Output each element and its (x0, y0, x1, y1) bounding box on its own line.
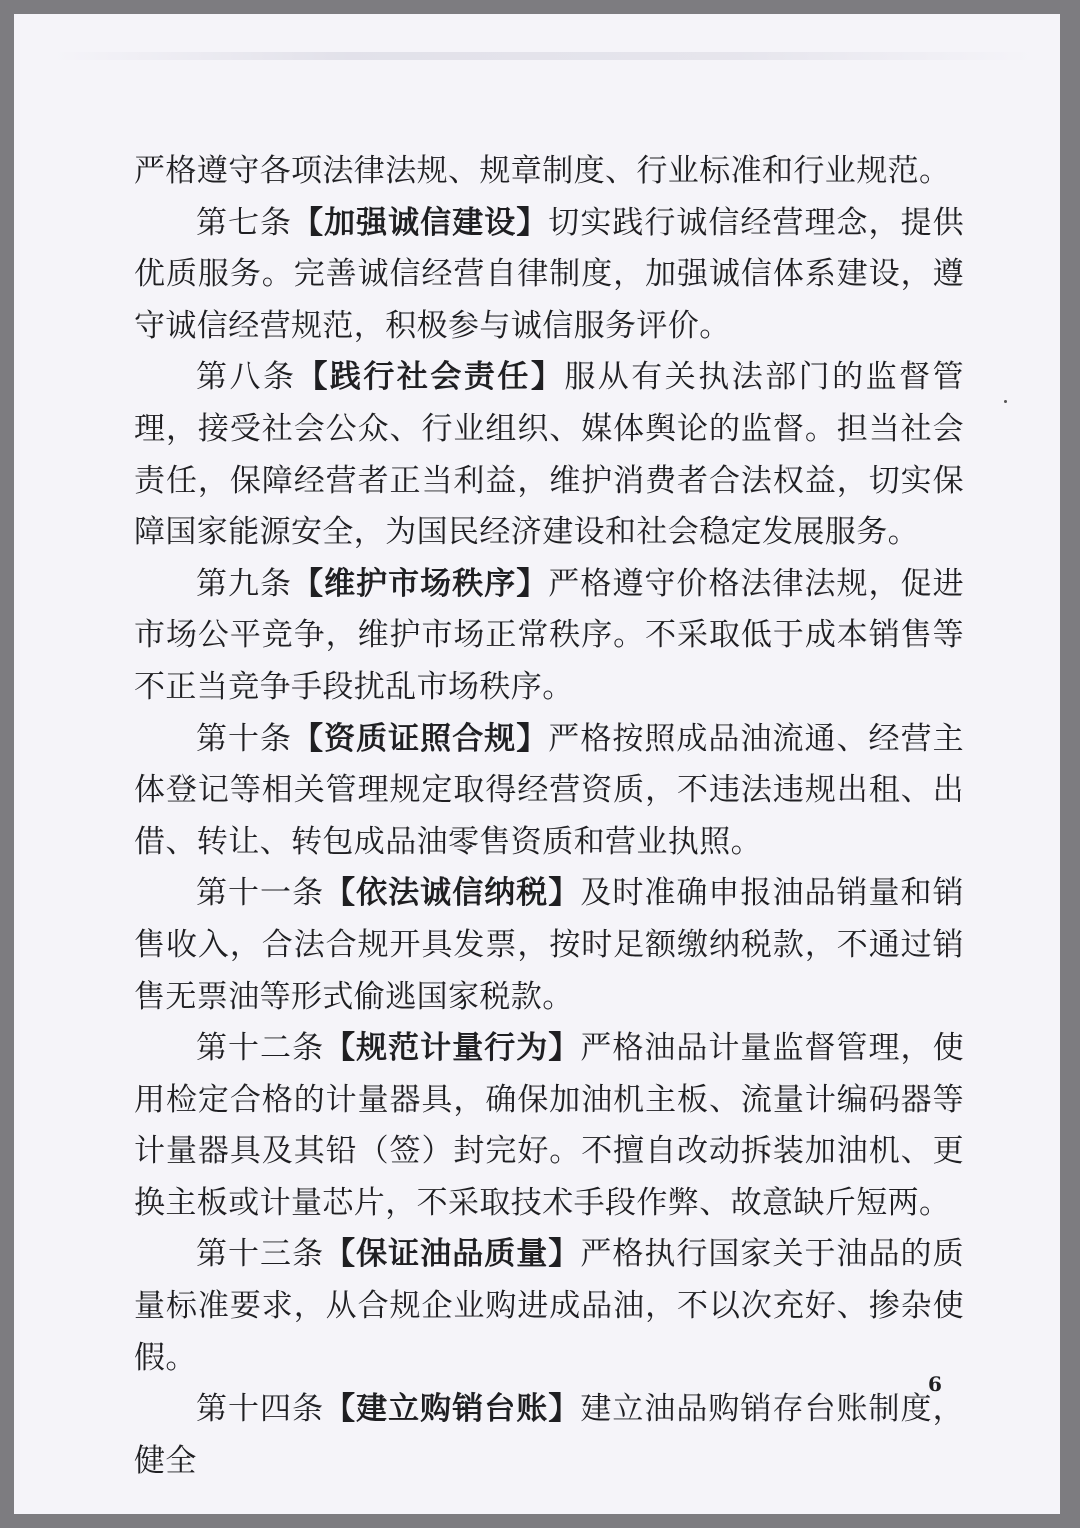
article-number: 第十一条 (196, 875, 325, 912)
article-body: 严格按照成品油流通、经营主体登记等相关管理规定取得经营资质，不违法违规出租、出借、转让、转包成品油零售资质和营业执照。 (134, 720, 965, 860)
article-heading: 【资质证照合规】 (292, 720, 549, 757)
article-11 (134, 868, 964, 1023)
article-heading: 【建立购销台账】 (324, 1391, 581, 1428)
article-heading: 【依法诚信纳税】 (324, 875, 581, 912)
article-heading: 【保证油品质量】 (324, 1236, 581, 1273)
article-body: 严格油品计量监督管理，使用检定合格的计量器具，确保加油机主板、流量计编码器等计量器具及其铅（签）封完好。不擅自改动拆装加油机、更换主板或计量芯片，不采取技术手段作弊、故意缺斤短两。 (134, 1030, 964, 1221)
article-heading: 【规范计量行为】 (324, 1030, 581, 1067)
article-body: 建立油品购销存台账制度，健全 (134, 1391, 964, 1479)
article-number: 第十条 (196, 720, 293, 757)
article-body: 切实践行诚信经营理念，提供优质服务。完善诚信经营自律制度，加强诚信体系建设，遵守诚信经营规范，积极参与诚信服务评价。 (134, 204, 965, 344)
article-body: 严格执行国家关于油品的质量标准要求，从合规企业购进成品油，不以次充好、掺杂使假。 (134, 1236, 964, 1376)
article-body: 服从有关执法部门的监督管理，接受社会公众、行业组织、媒体舆论的监督。担当社会责任，保障经营者正当利益，维护消费者合法权益，切实保障国家能源安全，为国民经济建设和社会稳定发展服务。 (134, 359, 965, 551)
article-10 (134, 714, 964, 869)
article-number: 第十三条 (196, 1236, 325, 1273)
document-page (14, 14, 1060, 1514)
article-number: 第七条 (196, 204, 293, 241)
paragraph-body: 严格遵守各项法律法规、规章制度、行业标准和行业规范。 (134, 153, 951, 189)
article-8 (134, 352, 964, 558)
article-body: 严格遵守价格法律法规，促进市场公平竞争，维护市场正常秩序。不采取低于成本销售等不正当竞争手段扰乱市场秩序。 (134, 565, 965, 705)
scan-artifact (54, 52, 1034, 60)
article-heading: 【维护市场秩序】 (292, 565, 549, 602)
article-12 (134, 1023, 964, 1229)
page-number: 6 (928, 1372, 942, 1396)
scan-speck (1004, 400, 1007, 403)
article-number: 第九条 (196, 565, 293, 602)
article-13 (134, 1229, 964, 1384)
article-9 (134, 559, 964, 714)
article-number: 第十二条 (196, 1030, 325, 1067)
document-body (134, 146, 964, 1487)
article-7 (134, 198, 964, 353)
article-heading: 【践行社会责任】 (296, 359, 565, 396)
paragraph-continuation (134, 146, 964, 198)
article-14 (134, 1384, 964, 1487)
article-body: 及时准确申报油品销量和销售收入，合法合规开具发票，按时足额缴纳税款，不通过销售无票油等形式偷逃国家税款。 (134, 875, 964, 1015)
article-number: 第十四条 (196, 1391, 325, 1428)
article-heading: 【加强诚信建设】 (292, 204, 549, 241)
article-number: 第八条 (196, 359, 297, 396)
